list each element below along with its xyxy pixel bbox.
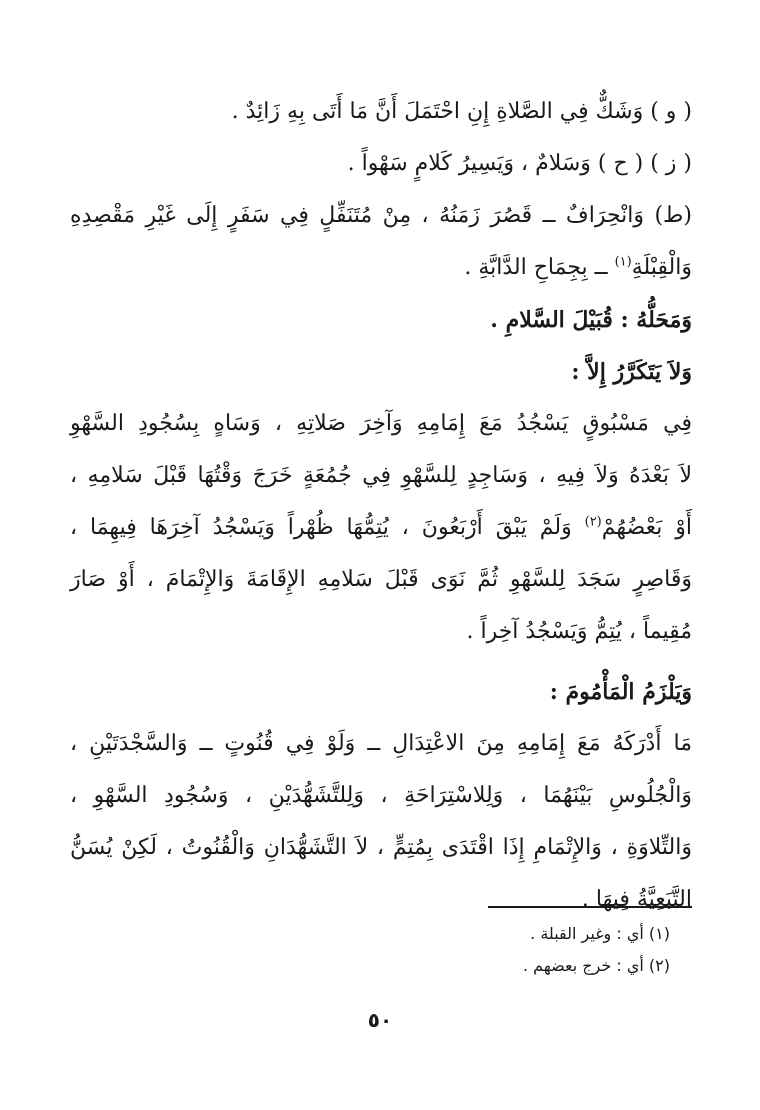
footnotes xyxy=(270,918,670,982)
text-line xyxy=(70,242,692,294)
text-line: ( ز ) ( ح ) وَسَلامٌ ، وَيَسِيرُ كَلامٍ سَهْواً . xyxy=(347,151,692,176)
text-line: ( و ) وَشَكٌّ فِي الصَّلاةِ إِنِ احْتَمَلَ أَنَّ مَا أَتَى بِهِ زَائِدٌ . xyxy=(231,99,692,124)
text-span: وَالْقِبْلَةِ xyxy=(631,255,692,280)
text-line: (ط) وَانْحِرَافٌ ــ قَصُرَ زَمَنُهُ ، مِنْ مُتَنَفِّلٍ فِي سَفَرٍ إِلَى غَيْرِ مَقْصِدِهِ xyxy=(70,203,692,228)
footnote-number: (٢) xyxy=(648,956,670,975)
text-line: التَّبَعِيَّةُ فِيهَا . xyxy=(581,887,692,912)
main-text xyxy=(70,86,692,926)
footnote xyxy=(270,918,670,950)
section-heading: وَلاَ يَتَكَرَّرُ إِلاَّ : xyxy=(571,359,692,385)
text-line: وَالْجُلُوسِ بَيْنَهُمَا ، وَلِلاسْتِرَاحَةِ ، وَلِلتَّشَهُّدَيْنِ ، وَسُجُودِ السَّهْوِ ، xyxy=(70,783,692,808)
text-line: فِي مَسْبُوقٍ يَسْجُدُ مَعَ إِمَامِهِ وَآخِرَ صَلاتِهِ ، وَسَاهٍ بِسُجُودِ السَّهْوِ xyxy=(70,411,692,436)
text-span: أَوْ بَعْضُهُمْ xyxy=(601,515,692,540)
footnote-text: أي : خرج بعضهم . xyxy=(522,956,644,975)
text-line: لاَ بَعْدَهُ وَلاَ فِيهِ ، وَسَاجِدٍ لِلسَّهْوِ فِي جُمُعَةٍ خَرَجَ وَقْتُهَا قَبْلَ سَلامِهِ ، xyxy=(70,463,692,488)
page-number: ٥٠ xyxy=(367,1008,393,1032)
footnote-ref: (١) xyxy=(614,254,632,270)
text-line: وَالتِّلاوَةِ ، وَالإِتْمَامِ إِذَا اقْتَدَى بِمُتِمٍّ ، لاَ التَّشَهُّدَانِ وَالْقُنُوتُ ، لَكِنْ يُسَنُّ xyxy=(70,835,692,860)
footnote-separator xyxy=(488,906,692,908)
footnote-ref: (٢) xyxy=(584,514,602,530)
text-line: مَا أَدْرَكَهُ مَعَ إِمَامِهِ مِنَ الاعْتِدَالِ ــ وَلَوْ فِي قُنُوتٍ ــ وَالسَّجْدَتَيْنِ ، xyxy=(70,731,692,756)
text-span: وَلَمْ يَبْقَ أَرْبَعُونَ ، يُتِمُّهَا ظُهْراً وَيَسْجُدُ آخِرَهَا فِيهِمَا ، xyxy=(70,515,585,540)
footnote xyxy=(270,950,670,982)
footnote-number: (١) xyxy=(648,924,670,943)
text-line: وَقَاصِرٍ سَجَدَ لِلسَّهْوِ ثُمَّ نَوَى قَبْلَ سَلامِهِ الإِقَامَةَ وَالإِتْمَامَ ، أَوْ صَارَ xyxy=(70,567,692,592)
paragraph-gap xyxy=(70,658,692,666)
section-heading: وَمَحَلُّهُ : قُبَيْلَ السَّلامِ . xyxy=(490,307,692,333)
footnote-text: أي : وغير القبلة . xyxy=(530,924,644,943)
text-span: ــ بِجِمَاحِ الدَّابَّةِ . xyxy=(464,255,615,280)
section-heading: وَيَلْزَمُ الْمَأْمُومَ : xyxy=(549,679,692,705)
text-line: مُقِيماً ، يُتِمُّ وَيَسْجُدُ آخِراً . xyxy=(466,619,692,644)
text-line xyxy=(70,502,692,554)
